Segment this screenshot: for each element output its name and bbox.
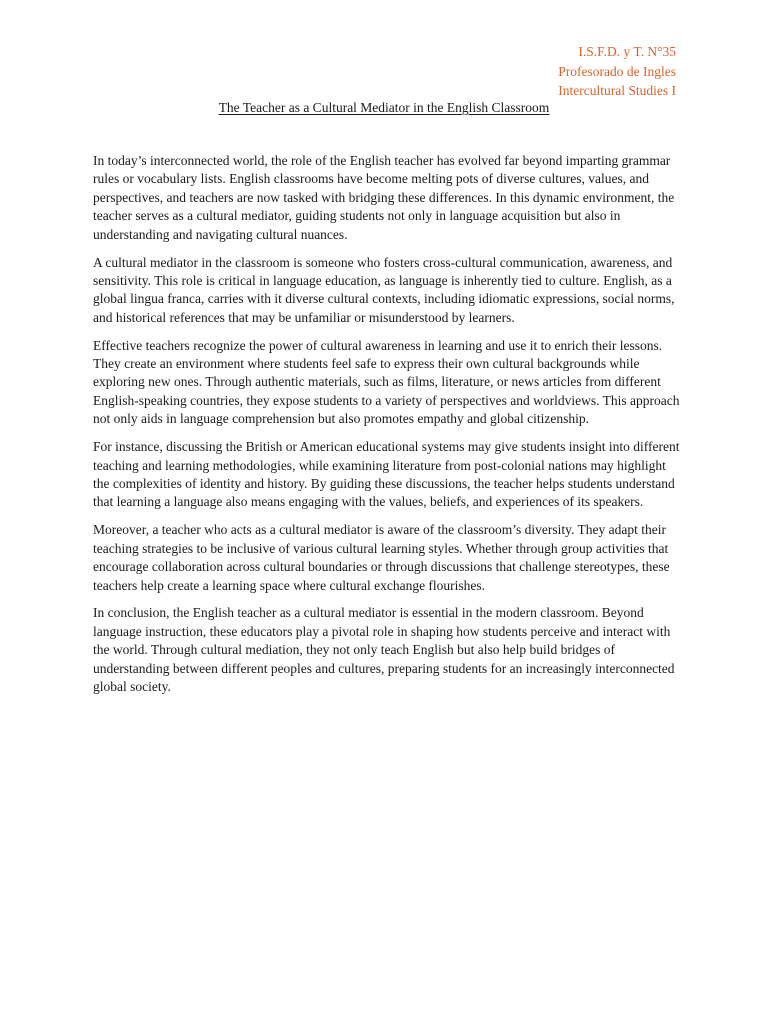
document-body — [93, 152, 683, 706]
paragraph-2: A cultural mediator in the classroom is someone who fosters cross-cultural communication, awareness, and sensitivity. This role is critical in language education, as language is inherently tied to culture. English, as a global lingua franca, carries with it diverse cultural contexts, including idiomatic expressions, social norms, and historical references that may be unfamiliar or misunderstood by learners. — [93, 254, 675, 325]
document-header — [558, 42, 676, 101]
paragraph-5: Moreover, a teacher who acts as a cultural mediator is aware of the classroom’s diversity. They adapt their teaching strategies to be inclusive of various cultural learning styles. Whether through group activities that encourage collaboration across cultural boundaries or through discussions that challenge stereotypes, these teachers help create a learning space where cultural exchange flourishes. — [93, 522, 670, 593]
document-title — [0, 99, 768, 116]
institution-name: I.S.F.D. y T. N°35 — [578, 44, 676, 59]
paragraph-4: For instance, discussing the British or American educational systems may give students insight into different teaching and learning methodologies, while examining literature from post-colonial nations may highlight the complexities of identity and history. By guiding these discussions, the teacher helps students understand that learning a language also means engaging with the values, beliefs, and experiences of its speakers. — [93, 439, 680, 510]
document-title-text: The Teacher as a Cultural Mediator in the English Classroom — [218, 100, 550, 115]
program-name: Profesorado de Ingles — [558, 63, 676, 79]
paragraph-3: Effective teachers recognize the power of cultural awareness in learning and use it to enrich their lessons. They create an environment where students feel safe to express their own cultural backgrounds while exploring new ones. Through authentic materials, such as films, literature, or news articles from different English-speaking countries, they expose students to a variety of perspectives and worldviews. This approach not only aids in language comprehension but also promotes empathy and global citizenship. — [93, 337, 680, 427]
course-name: Intercultural Studies I — [558, 83, 676, 98]
paragraph-1: In today’s interconnected world, the role of the English teacher has evolved far beyond imparting grammar rules or vocabulary lists. English classrooms have become melting pots of diverse cultures, values, and perspectives, and teachers are now tasked with bridging these differences. In this dynamic environment, the teacher serves as a cultural mediator, guiding students not only in language acquisition but also in understanding and navigating cultural nuances. — [93, 153, 675, 242]
paragraph-6: In conclusion, the English teacher as a cultural mediator is essential in the modern classroom. Beyond language instruction, these educators play a pivotal role in shaping how students perceive and interact with the world. Through cultural mediation, they not only teach English but also help build bridges of understanding between different peoples and cultures, preparing students for an increasingly interconnected global society. — [93, 605, 675, 695]
